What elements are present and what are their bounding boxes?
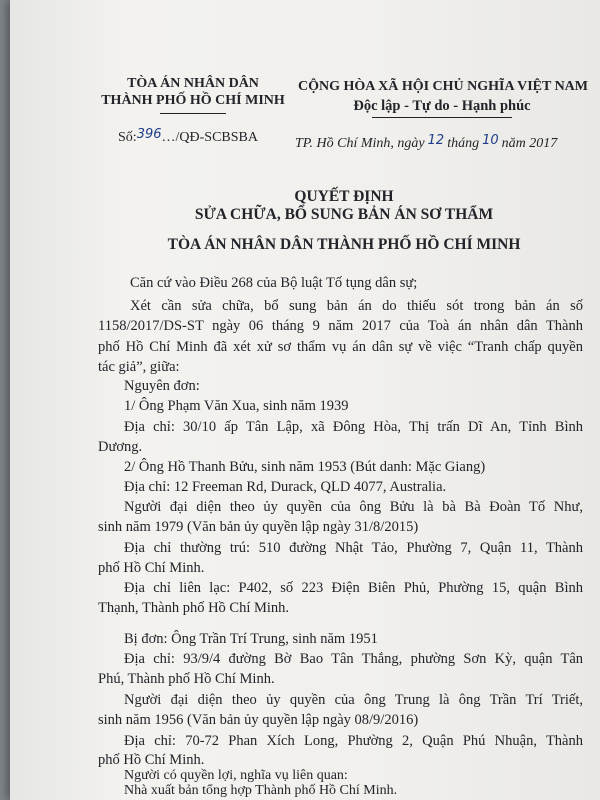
- plaintiff-2-contact-address-line1: Địa chỉ liên lạc: P402, số 223 Điện Biên Phủ, Phường 15, quận Bình: [124, 580, 583, 596]
- consideration-line4: tác giả”, giữa:: [98, 359, 180, 375]
- consideration-line2: 1158/2017/DS-ST ngày 06 tháng 9 năm 2017 của Toà án nhân dân Thành: [98, 318, 583, 334]
- decision-date: [295, 133, 558, 152]
- defendant-representative-line2: sinh năm 1956 (Văn bản ủy quyền lập ngày 08/9/2016): [98, 712, 419, 728]
- month-handwritten: 10: [482, 133, 499, 148]
- plaintiff-1: 1/ Ông Phạm Văn Xua, sinh năm 1939: [124, 398, 349, 414]
- plaintiff-2: 2/ Ông Hồ Thanh Bửu, sinh năm 1953 (Bút danh: Mặc Giang): [124, 459, 486, 475]
- court-name-line2: THÀNH PHỐ HỒ CHÍ MINH: [101, 93, 285, 108]
- decision-number: [118, 127, 258, 146]
- defendant-representative-address-line1: Địa chỉ: 70-72 Phan Xích Long, Phường 2, Quận Phú Nhuận, Thành: [124, 733, 583, 749]
- defendant: Bị đơn: Ông Trần Trí Trung, sinh năm 1951: [124, 631, 378, 647]
- defendant-address-line1: Địa chỉ: 93/9/4 đường Bờ Bao Tân Thắng, phường Sơn Kỳ, quận Tân: [124, 651, 583, 667]
- plaintiff-2-address: Địa chỉ: 12 Freeman Rd, Durack, QLD 4077, Australia.: [124, 479, 447, 495]
- court-name-line1: TÒA ÁN NHÂN DÂN: [127, 76, 259, 91]
- plaintiff-2-permanent-address-line1: Địa chỉ thường trú: 510 đường Nhật Tảo, Phường 7, Quận 11, Thành: [124, 540, 583, 556]
- related-party-label: Người có quyền lợi, nghĩa vụ liên quan:: [124, 768, 348, 783]
- consideration-line3: phố Hồ Chí Minh đã xét xử sơ thẩm vụ án dân sự về việc “Tranh chấp quyền: [98, 339, 583, 355]
- date-suffix: năm 2017: [501, 136, 558, 151]
- day-handwritten: 12: [427, 133, 445, 148]
- number-handwritten: 396: [136, 127, 162, 142]
- plaintiff-1-address-line2: Dương.: [98, 439, 143, 455]
- defendant-representative-address-line2: phố Hồ Chí Minh.: [98, 752, 205, 768]
- plaintiff-1-address-line1: Địa chỉ: 30/10 ấp Tân Lập, xã Đông Hòa, Thị trấn Dĩ An, Tỉnh Bình: [124, 419, 583, 435]
- defendant-address-line2: Phú, Thành phố Hồ Chí Minh.: [98, 671, 275, 687]
- date-prefix: TP. Hồ Chí Minh, ngày: [295, 136, 425, 151]
- plaintiff-label: Nguyên đơn:: [124, 378, 200, 394]
- legal-basis: Căn cứ vào Điều 268 của Bộ luật Tố tụng dân sự;: [130, 275, 418, 291]
- decision-subtitle: SỬA CHỮA, BỔ SUNG BẢN ÁN SƠ THẨM: [194, 206, 494, 223]
- plaintiff-2-representative-line1: Người đại diện theo ủy quyền của ông Bửu là bà Bà Đoàn Tố Như,: [124, 499, 583, 515]
- decision-title: QUYẾT ĐỊNH: [294, 188, 394, 205]
- number-prefix: Số:: [118, 130, 137, 145]
- motto-underline: [372, 117, 512, 118]
- national-motto: Độc lập - Tự do - Hạnh phúc: [353, 98, 531, 114]
- republic-title: CỘNG HÒA XÃ HỘI CHỦ NGHĨA VIỆT NAM: [297, 79, 589, 94]
- plaintiff-2-permanent-address-line2: phố Hồ Chí Minh.: [98, 560, 205, 576]
- court-heading: TÒA ÁN NHÂN DÂN THÀNH PHỐ HỒ CHÍ MINH: [167, 236, 521, 253]
- number-suffix: …/QĐ-SCBSBA: [161, 130, 258, 145]
- document-page: [10, 0, 600, 800]
- plaintiff-2-contact-address-line2: Thạnh, Thành phố Hồ Chí Minh.: [98, 600, 290, 616]
- date-mid: tháng: [447, 136, 480, 151]
- consideration-line1: Xét cần sửa chữa, bổ sung bản án do thiếu sót trong bản án số: [130, 298, 583, 314]
- court-underline: [160, 113, 226, 114]
- related-party-1: Nhà xuất bản tổng hợp Thành phố Hồ Chí Minh.: [124, 783, 398, 798]
- defendant-representative-line1: Người đại diện theo ủy quyền của ông Trung là ông Trần Trí Triết,: [124, 692, 583, 708]
- plaintiff-2-representative-line2: sinh năm 1979 (Văn bản ủy quyền lập ngày 31/8/2015): [98, 519, 419, 535]
